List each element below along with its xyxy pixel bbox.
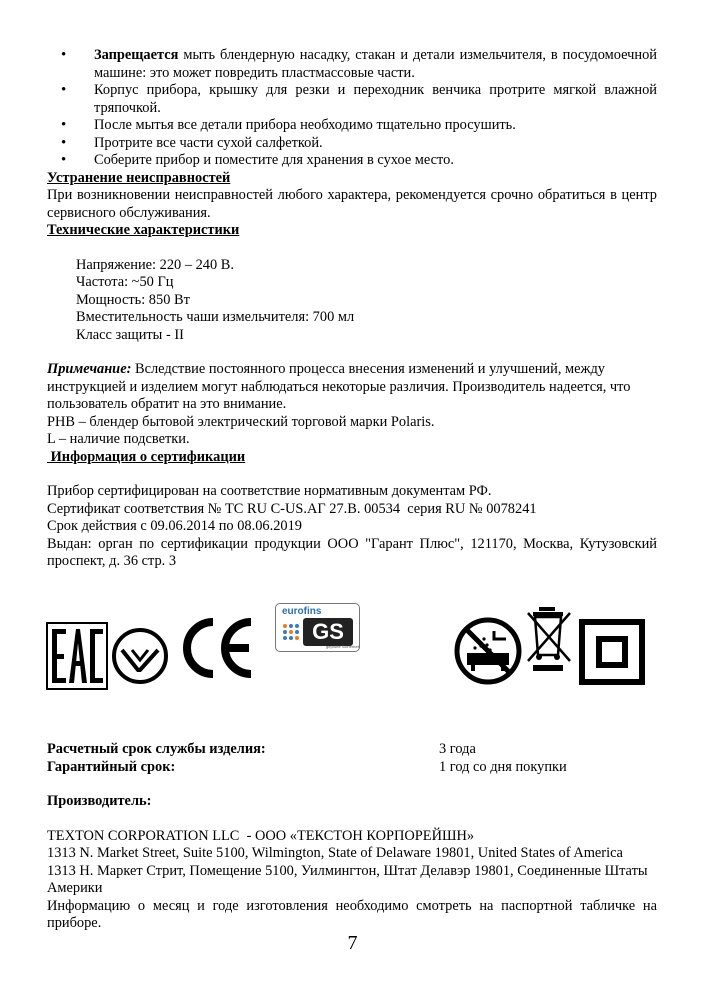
note-light: L – наличие подсветки.: [47, 431, 190, 447]
warranty-value: 1 год со дня покупки: [439, 758, 567, 775]
page-number: 7: [347, 932, 358, 954]
ce-logo: [179, 616, 257, 680]
specs-heading: Технические характеристики: [47, 222, 240, 238]
manufacture-date-note: Информацию о месяц и годе изготовления необходимо смотреть на паспортной табличке на приборе.: [47, 897, 657, 931]
list-item: • Корпус прибора, крышку для резки и переходник венчика протрите мягкой влажной тряпочкой.: [47, 82, 657, 117]
care-instructions-list: [47, 47, 657, 170]
list-item: • Протрите все части сухой салфеткой.: [47, 135, 657, 153]
note-label: Примечание:: [47, 361, 132, 377]
cert-issuer: Выдан: орган по сертификации продукции ООО "Гарант Плюс", 121170, Москва, Кутузовский проспект, д. 36 стр. 3: [47, 535, 657, 569]
eac-label: EAC: [77, 703, 79, 704]
certification-logos: [47, 603, 657, 704]
list-item: • Соберите прибор и поместите для хранения в сухое место.: [47, 152, 657, 170]
specs-list: [47, 257, 657, 345]
service-life-value: 3 года: [439, 741, 476, 757]
list-item: • После мытья все детали прибора необходимо тщательно просушить.: [47, 117, 657, 135]
service-life-row: [47, 741, 657, 759]
spec-capacity: Вместительность чаши измельчителя: 700 мл: [76, 309, 355, 325]
note-paragraph: Примечание: Вследствие постоянного процесса внесения изменений и улучшений, между инструкцией и изделием могут наблюдаться некоторые различия. Производитель надеется, что пользователь обратит на это внимание.: [47, 361, 631, 412]
certification-heading: Информация о сертификации: [47, 448, 246, 465]
service-life-label: Расчетный срок службы изделия:: [47, 741, 266, 757]
spec-power: Мощность: 850 Вт: [76, 291, 190, 308]
weee-bin-icon: [525, 607, 573, 671]
manufacturer-address-ru: 1313 Н. Маркет Стрит, Помещение 5100, Уилмингтон, Штат Делавэр 19801, Соединенные Штаты Америки: [47, 862, 648, 896]
cert-line: Прибор сертифицирован на соответствие нормативным документам РФ.: [47, 483, 492, 499]
troubleshooting-heading: Устранение неисправностей: [47, 169, 231, 186]
gs-label: GS: [303, 618, 353, 646]
manufacturer-name: TEXTON CORPORATION LLC - ООО «ТЕКСТОН КОРПОРЕЙШН»: [47, 827, 475, 844]
ua-conformity-logo: [110, 626, 170, 686]
note-model: PHB – блендер бытовой электрический торговой марки Polaris.: [47, 413, 435, 430]
warranty-label: Гарантийный срок:: [47, 758, 176, 775]
manual-page: [47, 47, 657, 571]
cert-validity: Срок действия с 09.06.2014 по 08.06.2019: [47, 518, 302, 534]
warranty-row: [47, 759, 657, 777]
cert-number: Сертификат соответствия № ТС RU C-US.АГ 27.В. 00534 серия RU № 0078241: [47, 500, 537, 517]
list-item: • Запрещается мыть блендерную насадку, стакан и детали измельчителя, в посудомоечной машине: это может повредить пластмассовые части.: [47, 47, 657, 82]
no-bath-icon: [454, 617, 522, 685]
manual-page-bottom: [47, 741, 657, 933]
spec-protection-class: Класс защиты - II: [76, 326, 184, 343]
spec-frequency: Частота: ~50 Гц: [76, 274, 174, 290]
spec-voltage: Напряжение: 220 – 240 В.: [76, 256, 234, 273]
eurofins-label: eurofins: [282, 606, 322, 617]
class-ii-icon: [579, 619, 645, 685]
eac-logo: [47, 623, 107, 704]
eurofins-gs-logo: [275, 603, 360, 652]
manufacturer-address-en: 1313 N. Market Street, Suite 5100, Wilmington, State of Delaware 19801, United States of America: [47, 845, 623, 861]
gs-sublabel: geprüfte Sicherheit: [326, 644, 360, 649]
manufacturer-heading: Производитель:: [47, 793, 152, 809]
troubleshooting-text: При возникновении неисправностей любого характера, рекомендуется срочно обратиться в центр сервисного обслуживания.: [47, 187, 657, 221]
